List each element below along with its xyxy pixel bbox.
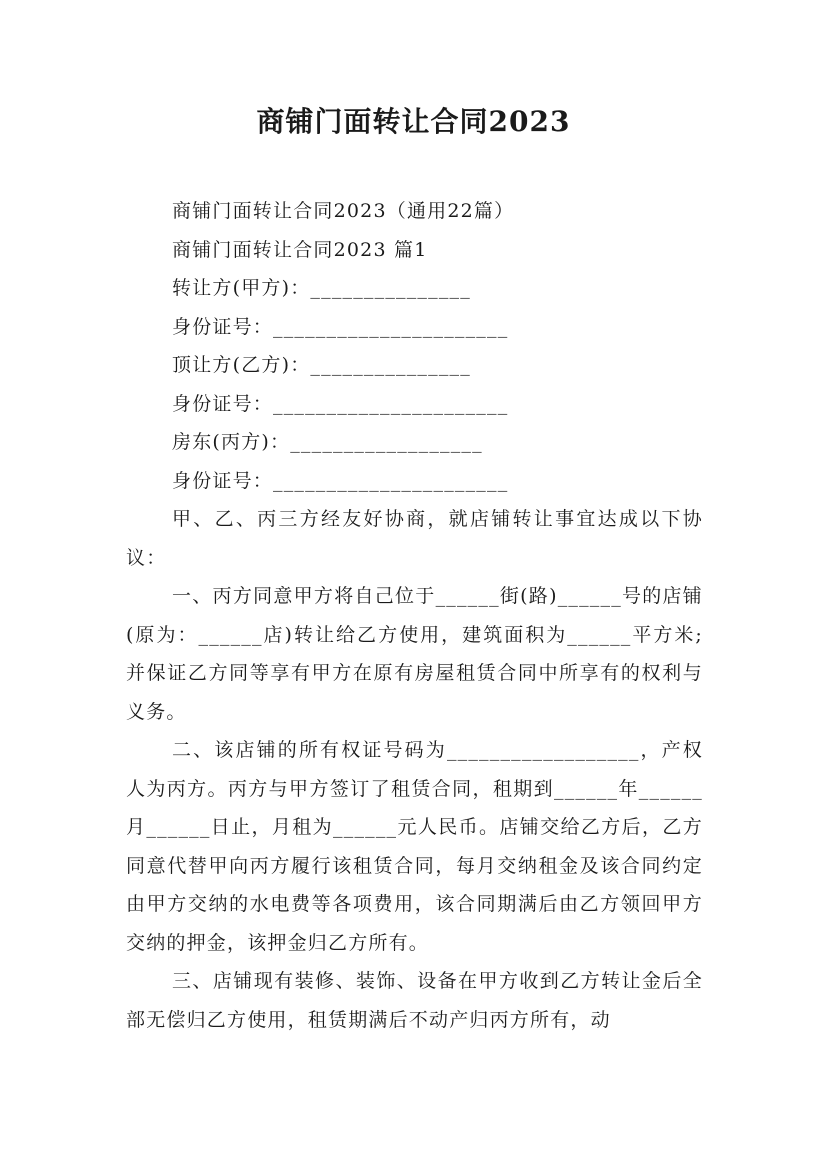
paragraph-clause-3: 三、店铺现有装修、装饰、设备在甲方收到乙方转让金后全部无偿归乙方使用，租赁期满后不动产归丙方所有，动	[126, 970, 703, 1031]
field-transferee: 顶让方(乙方)：_______________	[172, 354, 471, 376]
field-transferee-id: 身份证号：______________________	[172, 392, 509, 415]
document-body	[126, 192, 703, 1039]
field-landlord: 房东(丙方)：__________________	[172, 431, 483, 453]
document-title: 商铺门面转让合同2023	[256, 105, 571, 138]
field-landlord-id: 身份证号：______________________	[172, 469, 509, 492]
paragraph-clause-2: 二、该店铺的所有权证号码为__________________，产权人为丙方。丙方与甲方签订了租赁合同，租期到______年______月______日止，月租为______元人民币。店铺交给乙方后，乙方同意代替甲向丙方履行该租赁合同，每月交纳租金及该合同约定由甲方交纳的水电费等各项费用，该合同期满后由乙方领回甲方交纳的押金，该押金归乙方所有。	[126, 739, 703, 954]
field-transferor: 转让方(甲方)：_______________	[172, 277, 471, 299]
document-subtitle: 商铺门面转让合同2023（通用22篇）	[172, 200, 515, 222]
paragraph-clause-1: 一、丙方同意甲方将自己位于______街(路)______号的店铺(原为：______店)转让给乙方使用，建筑面积为______平方米;并保证乙方同等享有甲方在原有房屋租赁合同中所享有的权利与义务。	[126, 585, 703, 723]
field-transferor-id: 身份证号：______________________	[172, 315, 509, 338]
section-heading: 商铺门面转让合同2023 篇1	[172, 238, 428, 261]
paragraph-intro: 甲、乙、丙三方经友好协商，就店铺转让事宜达成以下协议：	[126, 508, 703, 569]
